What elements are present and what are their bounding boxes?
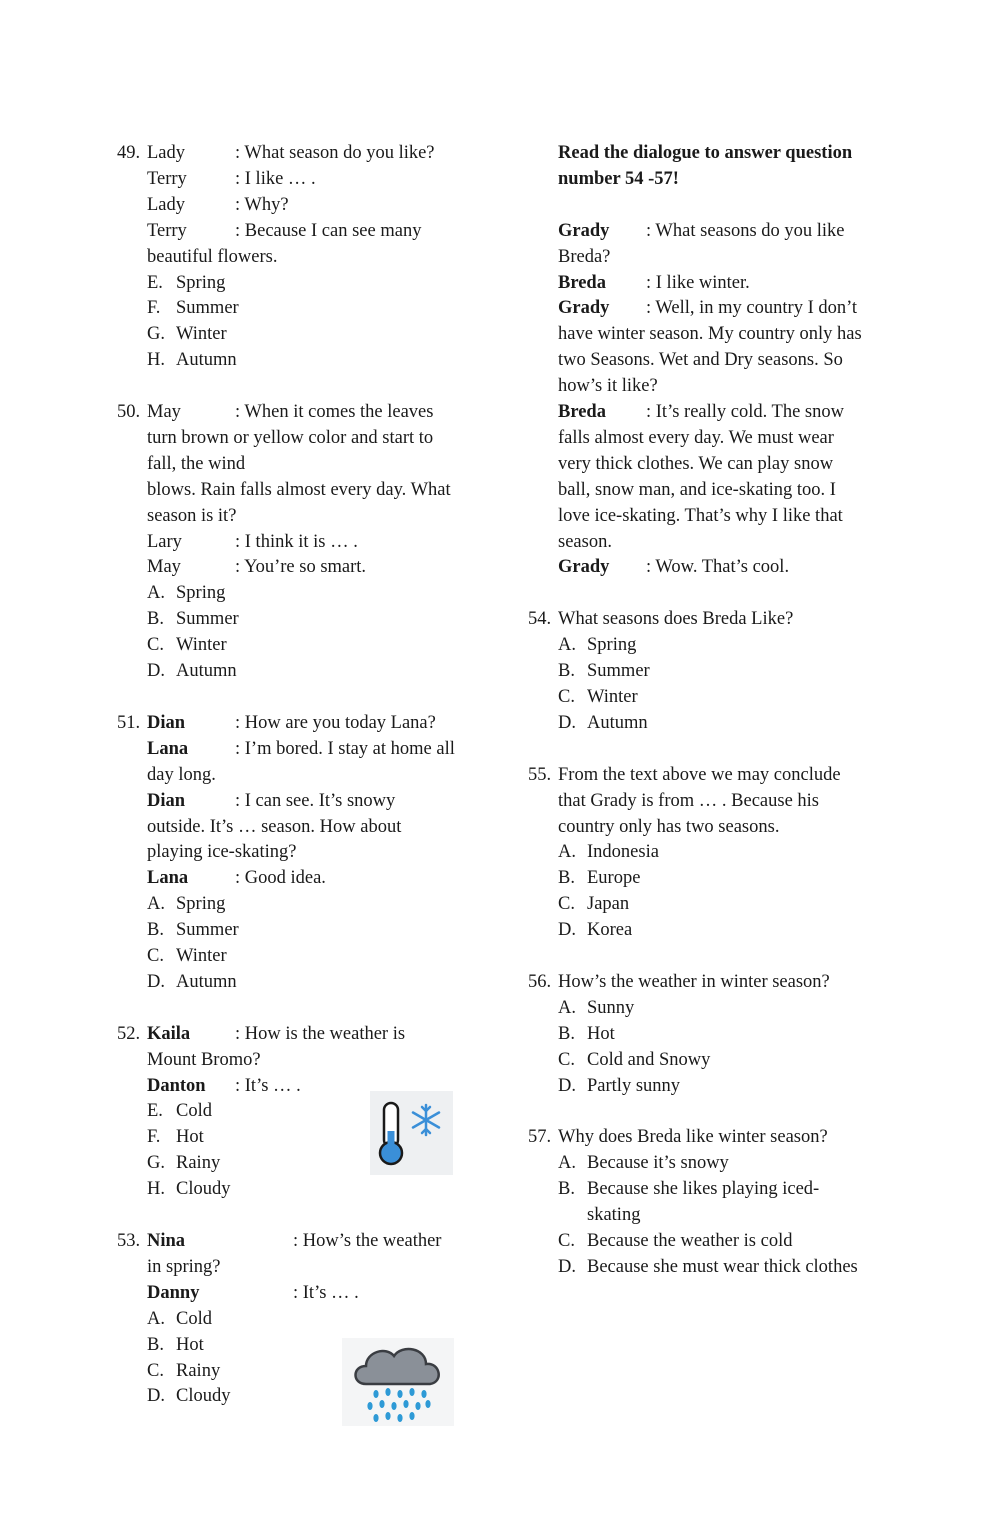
option-c[interactable]: C. Winter bbox=[147, 635, 227, 656]
cold-thermometer-picture bbox=[370, 1091, 453, 1175]
dialogue-line: May : You’re so smart. bbox=[147, 557, 367, 578]
question-number: 56. bbox=[528, 971, 552, 992]
option-a[interactable]: A. Because it’s snowy bbox=[558, 1153, 729, 1174]
question-text: What seasons does Breda Like? bbox=[558, 609, 794, 630]
option-c[interactable]: C. Cold and Snowy bbox=[558, 1049, 711, 1070]
dialogue-continuation: outside. It’s … season. How about bbox=[147, 816, 402, 837]
question-text: country only has two seasons. bbox=[558, 816, 780, 837]
option-g[interactable]: G. Winter bbox=[147, 324, 227, 345]
dialogue-continuation: season is it? bbox=[147, 505, 237, 526]
option-c[interactable]: C. Rainy bbox=[147, 1360, 221, 1381]
dialogue-line: Dian : How are you today Lana? bbox=[147, 712, 436, 733]
dialogue-continuation: season. bbox=[558, 531, 612, 552]
option-a[interactable]: A. Spring bbox=[147, 894, 226, 915]
question-text: From the text above we may conclude bbox=[558, 764, 841, 785]
dialogue-continuation: fall, the wind bbox=[147, 453, 246, 474]
dialogue-continuation: blows. Rain falls almost every day. What bbox=[147, 479, 451, 500]
question-number: 51. bbox=[117, 712, 141, 733]
dialogue-continuation: how’s it like? bbox=[558, 376, 658, 397]
question-50 bbox=[117, 400, 479, 685]
dialogue-line: Nina : How’s the weather bbox=[147, 1231, 442, 1251]
option-c[interactable]: C. Because the weather is cold bbox=[558, 1230, 793, 1251]
dialogue-line: Grady : What seasons do you like bbox=[558, 220, 845, 241]
option-b[interactable]: B. Summer bbox=[147, 920, 239, 941]
question-51 bbox=[117, 711, 479, 996]
option-d[interactable]: D. Because she must wear thick clothes bbox=[558, 1256, 858, 1277]
dialogue-line: Lana : Good idea. bbox=[147, 868, 326, 889]
dialogue-continuation: Mount Bromo? bbox=[147, 1049, 261, 1070]
dialogue-line: Lana : I’m bored. I stay at home all bbox=[147, 738, 455, 759]
question-54 bbox=[528, 607, 893, 737]
option-d[interactable]: D. Autumn bbox=[558, 712, 648, 733]
option-e[interactable]: E. Cold bbox=[147, 1101, 212, 1122]
dialogue-continuation: playing ice-skating? bbox=[147, 842, 297, 863]
question-number: 53. bbox=[117, 1231, 141, 1251]
option-h[interactable]: H. Cloudy bbox=[147, 1179, 231, 1200]
question-number: 57. bbox=[528, 1127, 552, 1148]
question-text: Why does Breda like winter season? bbox=[558, 1127, 828, 1148]
option-b[interactable]: B. Hot bbox=[558, 1023, 615, 1044]
reading-instruction: Read the dialogue to answer question number 54 -57! bbox=[558, 143, 853, 189]
question-56 bbox=[528, 970, 893, 1100]
dialogue-continuation: turn brown or yellow color and start to bbox=[147, 427, 434, 448]
question-text: that Grady is from … . Because his bbox=[558, 790, 819, 811]
option-b[interactable]: B. Hot bbox=[147, 1334, 204, 1355]
question-49 bbox=[117, 141, 479, 374]
dialogue-continuation: beautiful flowers. bbox=[147, 246, 278, 267]
option-a[interactable]: A. Spring bbox=[558, 635, 637, 656]
dialogue-line: Lady : Why? bbox=[147, 194, 289, 215]
dialogue-line: Terry : Because I can see many bbox=[147, 220, 422, 241]
option-d[interactable]: D. Cloudy bbox=[147, 1386, 231, 1407]
dialogue-continuation: Breda? bbox=[558, 246, 611, 267]
dialogue-line: Danton : It’s … . bbox=[147, 1075, 301, 1096]
option-b[interactable]: B. Summer bbox=[147, 609, 239, 630]
question-number: 50. bbox=[117, 402, 141, 423]
dialogue-line: Breda : It’s really cold. The snow bbox=[558, 402, 844, 423]
option-d[interactable]: D. Autumn bbox=[147, 971, 237, 992]
rain-cloud-icon bbox=[342, 1338, 454, 1426]
option-c[interactable]: C. Winter bbox=[147, 946, 227, 967]
question-55 bbox=[528, 763, 893, 944]
dialogue-line: Grady : Well, in my country I don’t bbox=[558, 298, 858, 319]
rain-cloud-picture bbox=[342, 1338, 454, 1426]
option-c[interactable]: C. Japan bbox=[558, 894, 630, 915]
option-b[interactable]: B. Because she likes playing iced-skating bbox=[558, 1179, 820, 1226]
dialogue-line: Breda : I like winter. bbox=[558, 272, 750, 293]
dialogue-continuation: ball, snow man, and ice-skating too. I bbox=[558, 479, 836, 500]
option-f[interactable]: F. Hot bbox=[147, 1127, 204, 1148]
dialogue-line: Grady : Wow. That’s cool. bbox=[558, 557, 790, 578]
dialogue-continuation: very thick clothes. We can play snow bbox=[558, 453, 834, 474]
dialogue-continuation: falls almost every day. We must wear bbox=[558, 427, 834, 448]
question-number: 55. bbox=[528, 764, 552, 785]
dialogue-continuation: in spring? bbox=[147, 1256, 221, 1277]
reading-dialogue bbox=[558, 219, 893, 582]
option-a[interactable]: A. Sunny bbox=[558, 997, 635, 1018]
dialogue-continuation: have winter season. My country only has bbox=[558, 324, 862, 345]
question-number: 52. bbox=[117, 1023, 141, 1044]
dialogue-continuation: love ice-skating. That’s why I like that bbox=[558, 505, 843, 526]
dialogue-line: Lady : What season do you like? bbox=[147, 143, 435, 163]
option-b[interactable]: B. Summer bbox=[558, 661, 650, 682]
dialogue-line: Kaila : How is the weather is bbox=[147, 1023, 406, 1044]
dialogue-continuation: two Seasons. Wet and Dry seasons. So bbox=[558, 350, 843, 371]
option-d[interactable]: D. Partly sunny bbox=[558, 1075, 681, 1096]
left-column bbox=[117, 141, 479, 1436]
dialogue-line: Lary : I think it is … . bbox=[147, 531, 358, 552]
dialogue-line: Terry : I like … . bbox=[147, 168, 316, 189]
dialogue-line: May : When it comes the leaves bbox=[147, 402, 434, 423]
question-number: 49. bbox=[117, 143, 141, 163]
question-number: 54. bbox=[528, 609, 552, 630]
dialogue-line: Danny : It’s … . bbox=[147, 1282, 359, 1303]
option-a[interactable]: A. Cold bbox=[147, 1308, 212, 1329]
question-57 bbox=[528, 1125, 893, 1280]
option-a[interactable]: A. Indonesia bbox=[558, 842, 659, 863]
option-d[interactable]: D. Korea bbox=[558, 920, 633, 941]
dialogue-line: Dian : I can see. It’s snowy bbox=[147, 790, 396, 811]
option-c[interactable]: C. Winter bbox=[558, 687, 638, 707]
option-g[interactable]: G. Rainy bbox=[147, 1153, 221, 1174]
option-h[interactable]: H. Autumn bbox=[147, 350, 237, 371]
option-e[interactable]: E. Spring bbox=[147, 272, 226, 293]
option-d[interactable]: D. Autumn bbox=[147, 661, 237, 682]
option-f[interactable]: F. Summer bbox=[147, 298, 239, 319]
option-b[interactable]: B. Europe bbox=[558, 868, 641, 889]
right-column bbox=[528, 141, 893, 1307]
option-a[interactable]: A. Spring bbox=[147, 583, 226, 604]
dialogue-continuation: day long. bbox=[147, 764, 216, 785]
question-text: How’s the weather in winter season? bbox=[558, 971, 830, 992]
thermometer-snowflake-icon bbox=[370, 1091, 453, 1175]
